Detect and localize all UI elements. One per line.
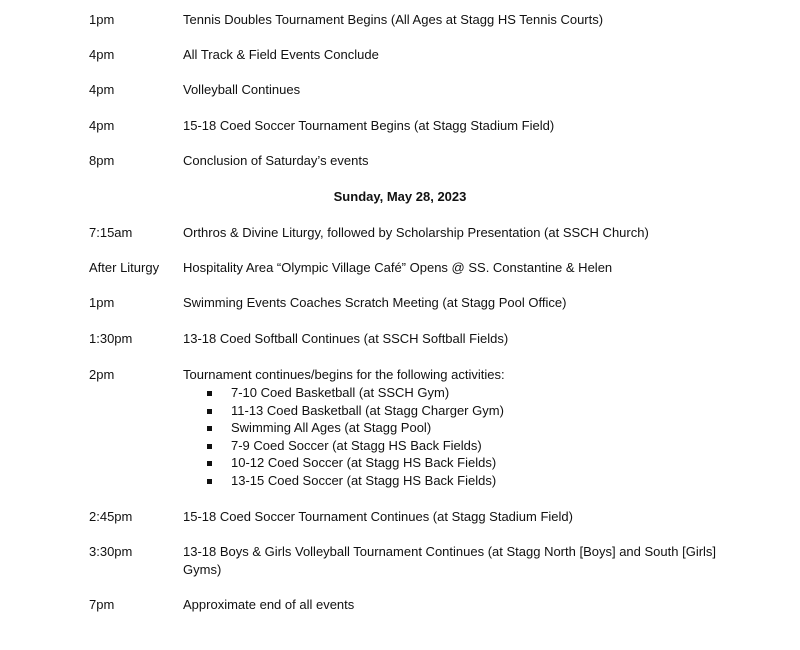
bullet-icon: [207, 391, 212, 396]
list-item: [183, 472, 743, 490]
event-description: 15-18 Coed Soccer Tournament Begins (at Stagg Stadium Field): [183, 118, 555, 133]
event-time: 1pm: [89, 12, 115, 27]
bullet-icon: [207, 461, 212, 466]
event-description: 13-18 Boys & Girls Volleyball Tournament Continues (at Stagg North [Boys] and South [Girls] Gyms): [183, 544, 717, 577]
bullet-icon: [207, 444, 212, 449]
list-item-label: Swimming All Ages (at Stagg Pool): [231, 420, 432, 436]
event-description: 13-18 Coed Softball Continues (at SSCH Softball Fields): [183, 331, 509, 346]
list-item: [183, 437, 743, 455]
activity-list: [183, 384, 743, 490]
event-time: 8pm: [89, 153, 115, 168]
bullet-icon: [207, 479, 212, 484]
event-time: 1:30pm: [89, 331, 133, 346]
event-description: Tennis Doubles Tournament Begins (All Ages at Stagg HS Tennis Courts): [183, 12, 604, 27]
event-description: Conclusion of Saturday’s events: [183, 153, 369, 168]
event-time: 2pm: [89, 367, 115, 382]
event-description: Tournament continues/begins for the following activities:: [183, 367, 505, 382]
event-time: 2:45pm: [89, 509, 133, 524]
event-description: Hospitality Area “Olympic Village Café” Opens @ SS. Constantine & Helen: [183, 260, 613, 275]
event-time: 4pm: [89, 82, 115, 97]
list-item: [183, 384, 743, 402]
event-time: After Liturgy: [89, 260, 160, 275]
event-time: 7pm: [89, 597, 115, 612]
event-description: Approximate end of all events: [183, 597, 355, 612]
event-time: 3:30pm: [89, 544, 133, 559]
day-heading: Sunday, May 28, 2023: [333, 189, 467, 204]
bullet-icon: [207, 426, 212, 431]
event-description: All Track & Field Events Conclude: [183, 47, 379, 62]
list-item: [183, 402, 743, 420]
bullet-icon: [207, 409, 212, 414]
event-time: 4pm: [89, 47, 115, 62]
event-description: Orthros & Divine Liturgy, followed by Scholarship Presentation (at SSCH Church): [183, 225, 649, 240]
event-time: 4pm: [89, 118, 115, 133]
list-item-label: 7-9 Coed Soccer (at Stagg HS Back Fields): [231, 437, 482, 453]
event-description: Swimming Events Coaches Scratch Meeting (at Stagg Pool Office): [183, 295, 567, 310]
event-time: 7:15am: [89, 225, 133, 240]
list-item: [183, 454, 743, 472]
event-description: 15-18 Coed Soccer Tournament Continues (at Stagg Stadium Field): [183, 509, 573, 524]
list-item-label: 10-12 Coed Soccer (at Stagg HS Back Fields): [231, 455, 497, 471]
list-item-label: 11-13 Coed Basketball (at Stagg Charger Gym): [231, 402, 504, 418]
list-item-label: 13-15 Coed Soccer (at Stagg HS Back Fields): [231, 472, 497, 488]
event-time: 1pm: [89, 295, 115, 310]
list-item: [183, 419, 743, 437]
list-item-label: 7-10 Coed Basketball (at SSCH Gym): [231, 385, 450, 400]
event-description: Volleyball Continues: [183, 82, 301, 97]
